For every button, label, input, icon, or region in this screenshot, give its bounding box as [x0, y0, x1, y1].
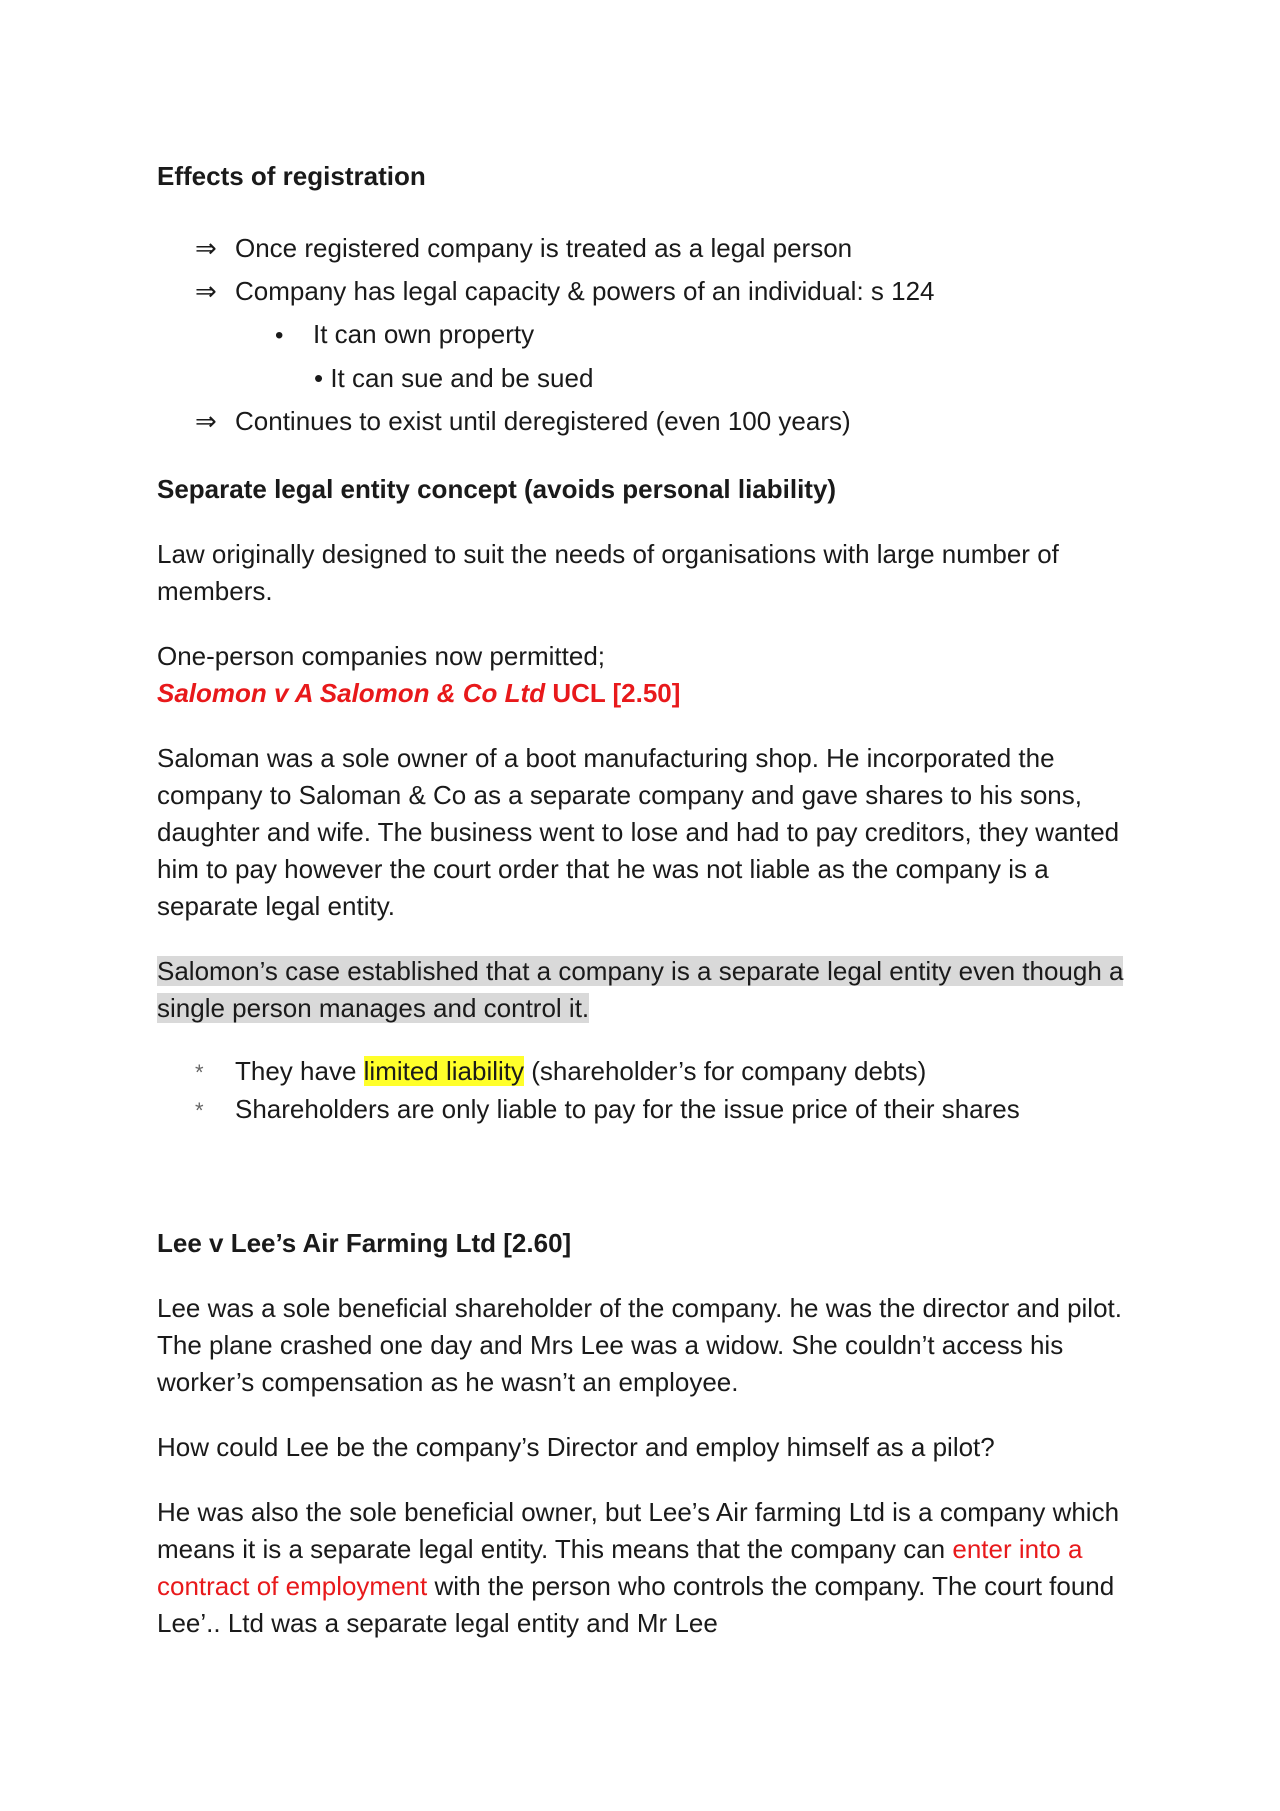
list-item-text: Continues to exist until deregistered (even 100 years): [235, 406, 851, 436]
liability-points-list: [157, 1053, 1140, 1129]
asterisk-icon: *: [195, 1098, 204, 1123]
paragraph-saloman-facts: Saloman was a sole owner of a boot manufacturing shop. He incorporated the company to Saloman & Co as a separate company and gave shares to his sons, daughter and wife. The business went to lose and had to pay creditors, they wanted him to pay however the court order that he was not liable as the company is a separate legal entity.: [157, 743, 1120, 921]
list-item: [157, 227, 1140, 270]
paragraph-salomon-principle: [157, 953, 1140, 1027]
arrow-icon: ⇒: [195, 406, 217, 436]
text-segment: They have: [235, 1056, 364, 1086]
grey-highlighted-text: Salomon’s case established that a company is a separate legal entity even though a single person manages and control it.: [157, 956, 1124, 1023]
arrow-icon: ⇒: [195, 276, 217, 306]
registration-effects-list: [157, 227, 1140, 313]
registration-effects-list-continued: [157, 400, 1140, 443]
paragraph-lee-holding: [157, 1494, 1140, 1642]
text-segment: (shareholder’s for company debts): [524, 1056, 927, 1086]
text-segment: with the person who controls the company. The court found Lee’.. Ltd was a separate legal entity and Mr Lee: [157, 1571, 1115, 1638]
sub-list-item-text: • It can sue and be sued: [314, 363, 594, 393]
sub-list-item-text: It can own property: [313, 319, 535, 349]
bullet-icon: •: [275, 322, 284, 349]
asterisk-icon: *: [195, 1060, 204, 1085]
list-item-text: Shareholders are only liable to pay for the issue price of their shares: [235, 1094, 1020, 1124]
list-item: [157, 1091, 1140, 1129]
paragraph-lee-question: How could Lee be the company’s Director and employ himself as a pilot?: [157, 1432, 995, 1462]
arrow-icon: ⇒: [195, 233, 217, 263]
one-person-text: One-person companies now permitted;: [157, 641, 606, 671]
list-item-text: [235, 1053, 926, 1090]
case-citation-salomon: UCL [2.50]: [545, 678, 681, 708]
heading-effects-of-registration: Effects of registration: [157, 161, 426, 191]
paragraph-one-person: [157, 638, 1140, 712]
list-item: [157, 400, 1140, 443]
paragraph-law-originally: Law originally designed to suit the needs of organisations with large number of members.: [157, 539, 1059, 606]
list-item-text: Company has legal capacity & powers of an individual: s 124: [235, 276, 935, 306]
text-segment: He was also the sole beneficial owner, but Lee’s Air farming Ltd is a company which means it is a separate legal entity. This means that the company can: [157, 1497, 1120, 1564]
sub-list-item: [157, 313, 1140, 357]
list-item-text: Once registered company is treated as a legal person: [235, 233, 853, 263]
list-item: [157, 270, 1140, 313]
red-emphasis-text: enter into a contract of employment: [157, 1534, 1083, 1601]
heading-lee-v-lee: Lee v Lee’s Air Farming Ltd [2.60]: [157, 1228, 572, 1258]
paragraph-lee-facts: Lee was a sole beneficial shareholder of the company. he was the director and pilot. The plane crashed one day and Mrs Lee was a widow. She couldn’t access his worker’s compensation as he wasn’t an employee.: [157, 1293, 1122, 1397]
yellow-highlighted-text: limited liability: [363, 1056, 525, 1086]
case-name-salomon: Salomon v A Salomon & Co Ltd: [157, 678, 546, 708]
heading-separate-legal-entity: Separate legal entity concept (avoids personal liability): [157, 474, 837, 504]
list-item: [157, 1053, 1140, 1091]
sub-list-item: [157, 357, 1140, 400]
